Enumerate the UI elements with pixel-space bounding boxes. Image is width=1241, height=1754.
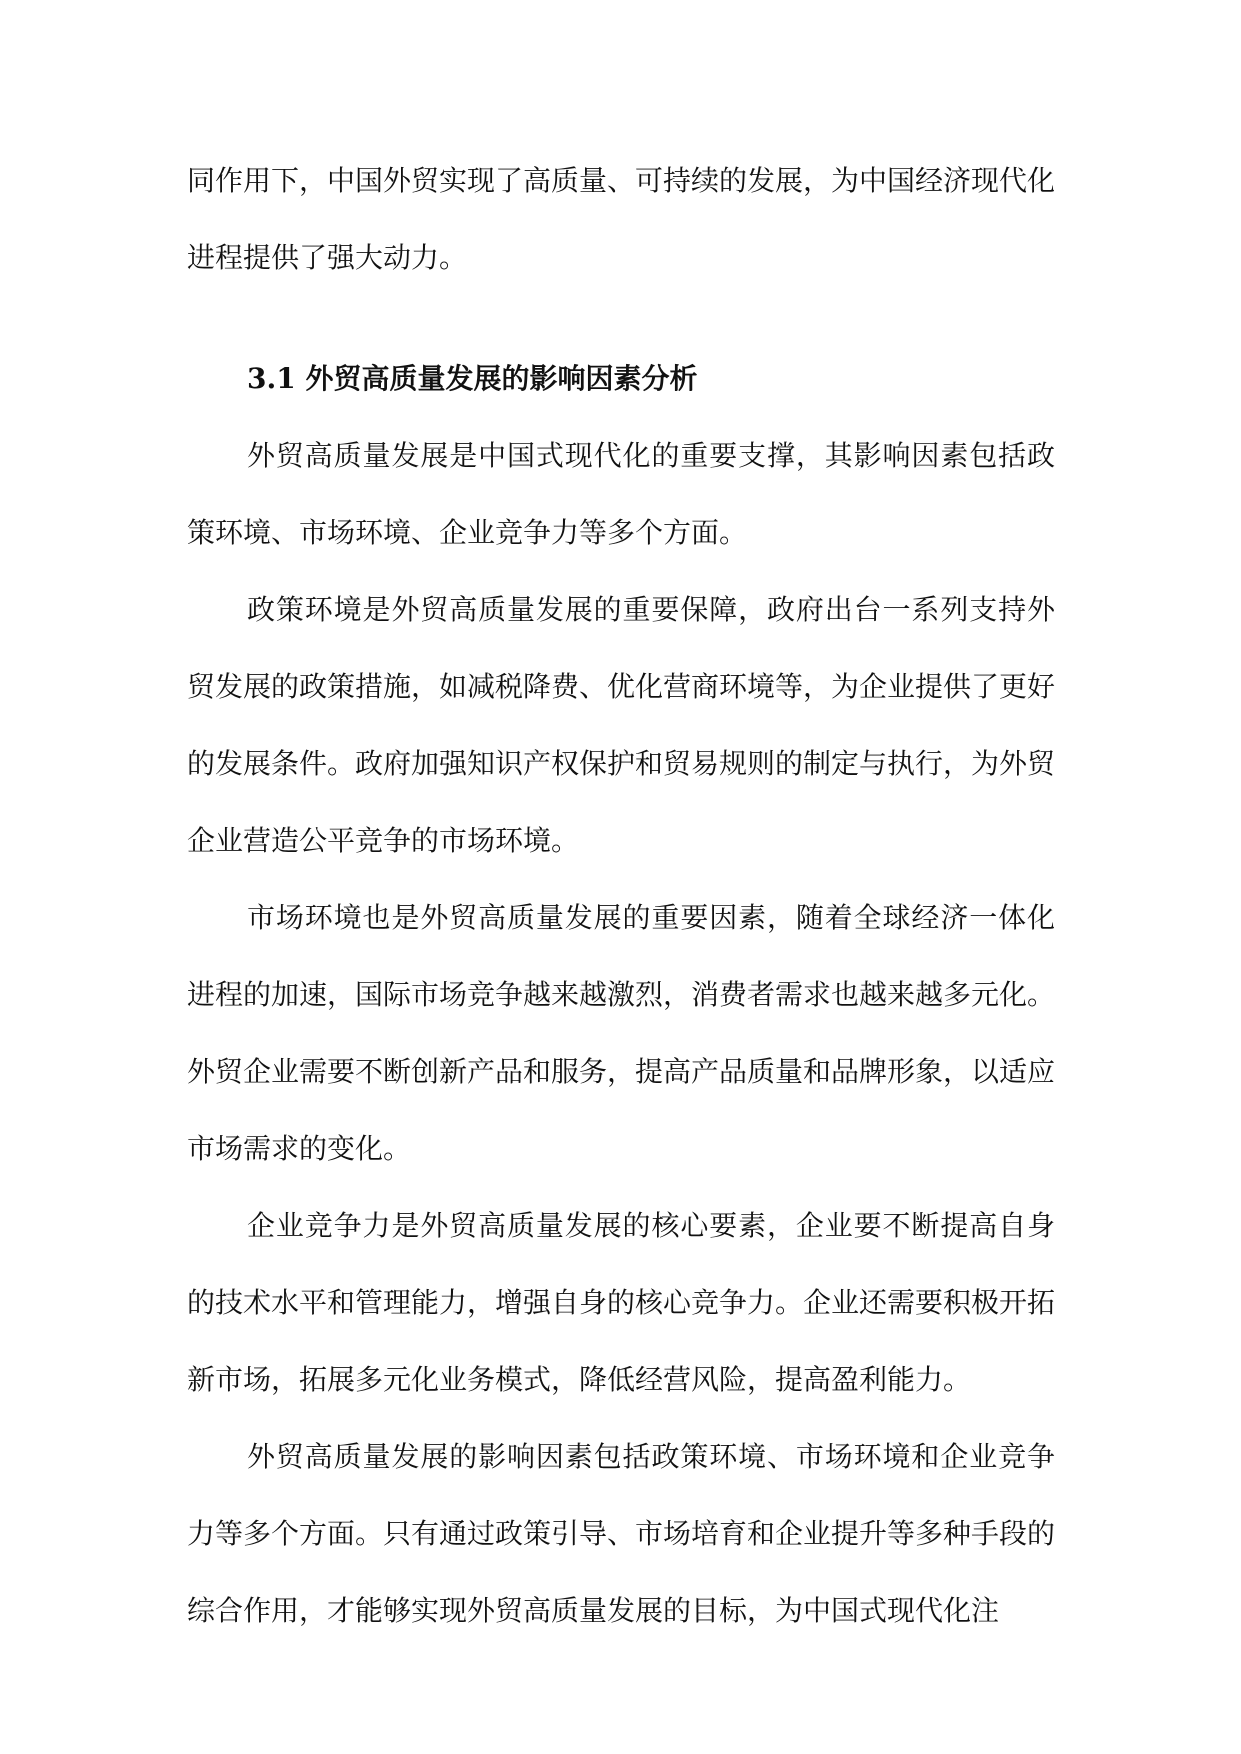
paragraph-continuation: 同作用下，中国外贸实现了高质量、可持续的发展，为中国经济现代化进程提供了强大动力。	[187, 164, 1056, 274]
paragraph: 外贸高质量发展是中国式现代化的重要支撑，其影响因素包括政策环境、市场环境、企业竞争力等多个方面。	[187, 439, 1055, 549]
page-content	[187, 142, 1055, 1649]
paragraph: 外贸高质量发展的影响因素包括政策环境、市场环境和企业竞争力等多个方面。只有通过政策引导、市场培育和企业提升等多种手段的综合作用，才能够实现外贸高质量发展的目标，为中国式现代化注	[187, 1440, 1056, 1627]
paragraph: 企业竞争力是外贸高质量发展的核心要素，企业要不断提高自身的技术水平和管理能力，增强自身的核心竞争力。企业还需要积极开拓新市场，拓展多元化业务模式，降低经营风险，提高盈利能力。	[187, 1209, 1056, 1396]
section-heading: 3.1 外贸高质量发展的影响因素分析	[247, 362, 698, 395]
paragraph: 政策环境是外贸高质量发展的重要保障，政府出台一系列支持外贸发展的政策措施，如减税降费、优化营商环境等，为企业提供了更好的发展条件。政府加强知识产权保护和贸易规则的制定与执行，为外贸企业营造公平竞争的市场环境。	[187, 593, 1056, 857]
paragraph: 市场环境也是外贸高质量发展的重要因素，随着全球经济一体化进程的加速，国际市场竞争越来越激烈，消费者需求也越来越多元化。外贸企业需要不断创新产品和服务，提高产品质量和品牌形象，以适应市场需求的变化。	[187, 901, 1056, 1165]
